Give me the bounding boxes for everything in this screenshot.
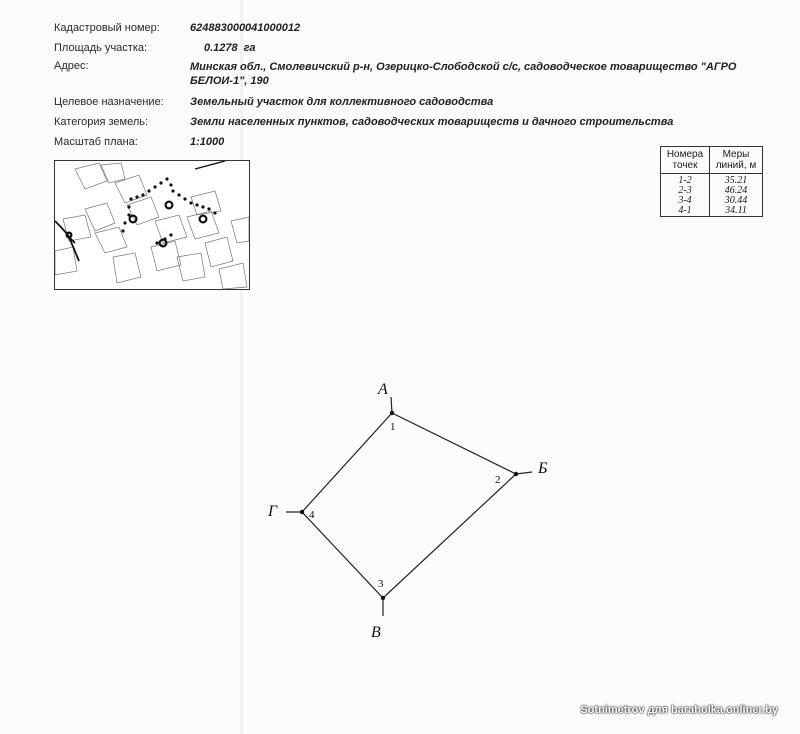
letter-a: А (378, 381, 388, 398)
row-points: 2-3 (661, 186, 710, 196)
letter-v: В (371, 624, 381, 641)
svg-text:.: . (197, 224, 199, 228)
row-points: 3-4 (661, 196, 710, 206)
number-1: 1 (390, 421, 396, 433)
row-length: 34.11 (710, 206, 763, 217)
letter-g: Г (268, 503, 278, 520)
category-label: Категория земель: (54, 116, 149, 128)
number-4: 4 (309, 509, 315, 521)
address-value: Минская обл., Смолевичский р-н, Озерицко-Слободской с/с, садоводческое товарищество "АГРО БЕЛОИ-1", 190 (190, 61, 737, 87)
area-label: Площадь участка: (54, 42, 148, 54)
header-line-lengths: Меры линий, м (710, 147, 763, 174)
scale-label: Масштаб плана: (54, 136, 138, 148)
row-points: 4-1 (661, 206, 710, 217)
parcel-boundary (302, 413, 516, 598)
row-length: 30.44 (710, 196, 763, 206)
svg-text:.: . (215, 250, 217, 254)
row-length: 46.24 (710, 186, 763, 196)
vertex-3 (381, 596, 385, 600)
category-value: Земли населенных пунктов, садоводческих товариществ и дачного строительства (190, 116, 674, 128)
watermark: Sotnimetrov для baraholka.onliner.by (580, 704, 778, 716)
svg-text:.: . (139, 210, 141, 214)
purpose-value: Земельный участок для коллективного садоводства (190, 96, 494, 108)
cadastral-value: 624883000041000012 (190, 22, 301, 34)
area-unit: га (243, 42, 256, 54)
area-number: 0.1278 (204, 42, 238, 54)
scale-value: 1:1000 (190, 136, 225, 148)
svg-text:.: . (121, 188, 123, 192)
address-label: Адрес: (54, 60, 89, 72)
number-3: 3 (378, 578, 384, 590)
vertex-2 (514, 472, 518, 476)
row-length: 35.21 (710, 174, 763, 187)
row-points: 1-2 (661, 174, 710, 187)
tick-b (516, 472, 532, 474)
letter-b: Б (538, 460, 548, 477)
purpose-label: Целевое назначение: (54, 96, 164, 108)
svg-text:.: . (85, 176, 87, 180)
cadastral-label: Кадастровый номер: (54, 22, 160, 34)
number-2: 2 (495, 474, 501, 486)
header-point-numbers: Номера точек (661, 147, 710, 174)
svg-text:.: . (165, 228, 167, 232)
vertex-4 (300, 510, 304, 514)
vertex-1 (390, 411, 394, 415)
tick-a (391, 397, 392, 413)
